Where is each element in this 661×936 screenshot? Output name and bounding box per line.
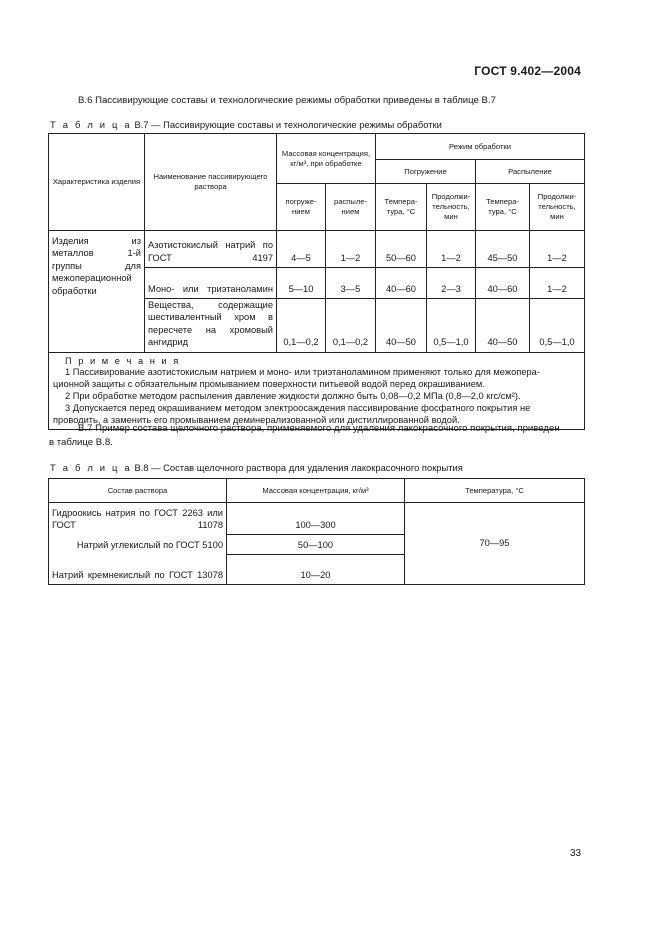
caption-prefix: Т а б л и ц а xyxy=(50,119,132,130)
paragraph-b7-line2: в таблице В.8. xyxy=(49,437,113,448)
row-name: Вещества, содержащие шестивалентный хром в пересчете на хромовый ангидрид xyxy=(145,299,277,353)
header-composition: Состав раствора xyxy=(49,479,227,503)
header-conc-immersion: погруже-нием xyxy=(277,184,326,231)
notes-block xyxy=(49,352,585,430)
temperature-value: 70—95 xyxy=(405,503,585,585)
paragraph-b7-line1: В.7 Пример состава щелочного раствора, применяемого для удаления лакокрасочного покрытия, приведен xyxy=(78,423,560,434)
row-conc-spraying: 1—2 xyxy=(326,231,376,268)
table-row xyxy=(49,503,585,535)
header-temp-spraying: Темпера-тура, °С xyxy=(476,184,530,231)
document-id: ГОСТ 9.402—2004 xyxy=(474,64,581,78)
notes-title: П р и м е ч а н и я xyxy=(65,355,181,366)
table-b7 xyxy=(48,133,585,430)
row-name: Азотистокислый натрий по ГОСТ 4197 xyxy=(145,231,277,268)
row-temp-immersion: 50—60 xyxy=(376,231,427,268)
row-composition: Гидроокись натрия по ГОСТ 2263 или ГОСТ 11078 xyxy=(49,503,227,535)
row-conc-spraying: 3—5 xyxy=(326,268,376,299)
row-temp-spraying: 40—50 xyxy=(476,299,530,353)
header-conc-spraying: распыле-нием xyxy=(326,184,376,231)
row-temp-spraying: 45—50 xyxy=(476,231,530,268)
row-conc-spraying: 0,1—0,2 xyxy=(326,299,376,353)
header-solution-name: Наименование пассивирующего раствора xyxy=(145,134,277,231)
table-b8 xyxy=(48,478,585,585)
header-mass-concentration: Массовая концентрация, кг/м³ xyxy=(227,479,405,503)
table-b7-caption xyxy=(50,119,442,130)
row-duration-spraying: 1—2 xyxy=(530,231,585,268)
row-temp-spraying: 40—60 xyxy=(476,268,530,299)
row-temp-immersion: 40—50 xyxy=(376,299,427,353)
note-line: 3 Допускается перед окрашиванием методом электроосаждения пассивирование фосфатного покрытия не xyxy=(65,402,531,413)
header-duration-spraying: Продолжи-тельность, мин xyxy=(530,184,585,231)
note-line: ционной защиты с обязательным промыванием поверхности питьевой водой перед окрашиванием. xyxy=(53,379,485,390)
caption-prefix: Т а б л и ц а xyxy=(50,462,132,473)
table-row xyxy=(49,231,585,268)
caption-text: В.7 — Пассивирующие составы и технологические режимы обработки xyxy=(134,119,442,130)
note-line: 1 Пассивирование азотистокислым натрием и моно- или триэтаноламином применяют только для межопера- xyxy=(65,367,540,378)
header-temp-immersion: Темпера-тура, °С xyxy=(376,184,427,231)
header-mass-concentration: Массовая концентрация, кг/м³, при обработке xyxy=(277,134,376,184)
table-b8-caption xyxy=(50,462,463,473)
row-composition: Натрий углекислый по ГОСТ 5100 xyxy=(49,535,227,555)
page-number: 33 xyxy=(570,848,582,859)
header-spraying: Распыление xyxy=(476,160,585,184)
note-line: проводить, а заменить его промыванием деминерализованной или дистиллированной водой. xyxy=(53,414,460,425)
header-processing-mode: Режим обработки xyxy=(376,134,585,160)
row-composition: Натрий кремнекислый по ГОСТ 13078 xyxy=(49,555,227,585)
row-temp-immersion: 40—60 xyxy=(376,268,427,299)
row-duration-immersion: 1—2 xyxy=(427,231,476,268)
header-temperature: Температура, °С xyxy=(405,479,585,503)
row-concentration: 100—300 xyxy=(227,503,405,535)
row-concentration: 10—20 xyxy=(227,555,405,585)
header-immersion: Погружение xyxy=(376,160,476,184)
row-conc-immersion: 5—10 xyxy=(277,268,326,299)
row-name: Моно- или триэтаноламин xyxy=(145,268,277,299)
header-characteristic: Характеристика изделия xyxy=(49,134,145,231)
row-duration-spraying: 1—2 xyxy=(530,268,585,299)
row-duration-spraying: 0,5—1,0 xyxy=(530,299,585,353)
header-duration-immersion: Продолжи-тельность, мин xyxy=(427,184,476,231)
row-concentration: 50—100 xyxy=(227,535,405,555)
characteristic-cell: Изделия из металлов 1-й группы для межоперационной обработки xyxy=(49,231,145,353)
paragraph-b6: В.6 Пассивирующие составы и технологические режимы обработки приведены в таблице В.7 xyxy=(78,95,496,106)
row-duration-immersion: 2—3 xyxy=(427,268,476,299)
note-line: 2 При обработке методом распыления давление жидкости должно быть 0,08—0,2 МПа (0,8—2,0 кгс/см²). xyxy=(65,391,521,402)
row-duration-immersion: 0,5—1,0 xyxy=(427,299,476,353)
row-conc-immersion: 4—5 xyxy=(277,231,326,268)
caption-text: В.8 — Состав щелочного раствора для удаления лакокрасочного покрытия xyxy=(134,462,463,473)
row-conc-immersion: 0,1—0,2 xyxy=(277,299,326,353)
